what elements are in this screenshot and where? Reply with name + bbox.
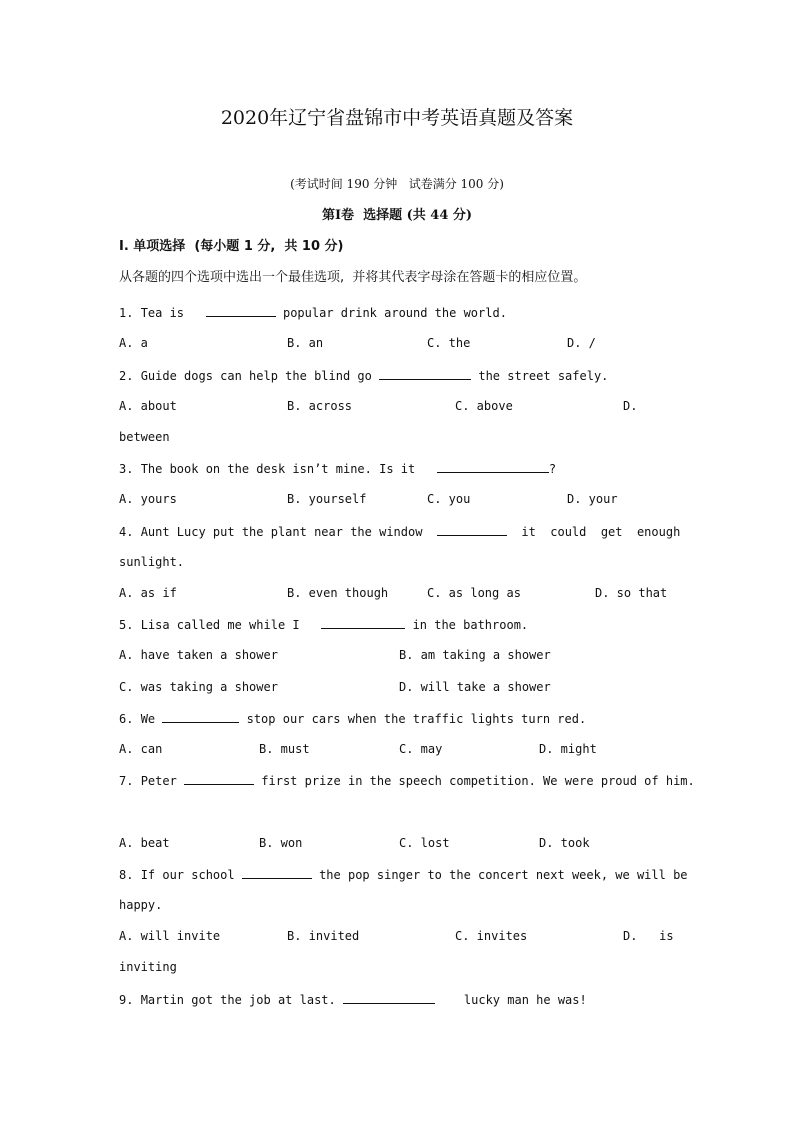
question-7 — [119, 774, 695, 787]
option-a: A. will invite — [119, 929, 221, 943]
question-text: ? — [548, 462, 557, 476]
option-c: C. you — [427, 492, 471, 506]
question-number: 7. — [119, 774, 134, 788]
question-3 — [119, 462, 556, 475]
question-number: 6. — [119, 712, 134, 726]
option-d: D. / — [567, 336, 596, 350]
question-text: first prize in the speech competition. We were proud of him. — [261, 774, 695, 788]
question-text: the pop singer to the concert next week, we will be — [319, 868, 688, 882]
option-d-text: inviting — [119, 960, 177, 974]
option-a: A. can — [119, 742, 163, 756]
question-2 — [119, 369, 608, 382]
exam-info: (考试时间 190 分钟 试卷满分 100 分) — [290, 177, 504, 191]
question-number: 5. — [119, 618, 134, 632]
question-text: in the bathroom. — [412, 618, 529, 632]
option-b: B. must — [259, 742, 310, 756]
question-text: lucky man he was! — [463, 993, 587, 1007]
answer-blank — [379, 369, 471, 380]
option-d: D. will take a shower — [399, 680, 551, 694]
question-1 — [119, 306, 507, 319]
question-text: Tea is — [140, 306, 185, 320]
part-title: 第Ⅰ卷 选择题 (共 44 分) — [321, 208, 473, 223]
question-number: 3. — [119, 462, 134, 476]
option-b: B. invited — [287, 929, 360, 943]
question-text: Lisa called me while I — [140, 618, 300, 632]
question-text: Martin got the job at last. — [140, 993, 336, 1007]
question-text: popular drink around the world. — [282, 306, 507, 320]
question-number: 2. — [119, 369, 134, 383]
question-5 — [119, 618, 528, 631]
option-c: C. above — [455, 399, 513, 413]
option-b: B. an — [287, 336, 324, 350]
option-c: C. lost — [399, 836, 450, 850]
option-b: B. won — [259, 836, 303, 850]
question-number: 8. — [119, 868, 134, 882]
option-d: D. took — [539, 836, 590, 850]
question-text: stop our cars when the traffic lights turn red. — [246, 712, 587, 726]
question-text: Peter — [140, 774, 177, 788]
option-c: C. may — [399, 742, 443, 756]
question-text: Guide dogs can help the blind go — [140, 369, 372, 383]
question-8-continued: happy. — [119, 898, 163, 912]
question-text: the street safely. — [478, 369, 609, 383]
option-a: A. beat — [119, 836, 170, 850]
option-d: D. might — [539, 742, 597, 756]
answer-blank — [242, 868, 312, 879]
section-title: Ⅰ. 单项选择 (每小题 1 分, 共 10 分) — [119, 239, 344, 254]
answer-blank — [343, 993, 435, 1004]
option-a: A. as if — [119, 586, 177, 600]
question-text: The book on the desk isn’t mine. Is it — [140, 462, 416, 476]
option-b: B. yourself — [287, 492, 367, 506]
question-9 — [119, 993, 587, 1006]
option-b: B. am taking a shower — [399, 648, 551, 662]
answer-blank — [437, 462, 549, 473]
option-d-text: between — [119, 430, 170, 444]
option-d: D. so that — [595, 586, 668, 600]
question-text: it could get enough — [521, 525, 681, 539]
question-number: 1. — [119, 306, 134, 320]
option-c: C. as long as — [427, 586, 521, 600]
answer-blank — [321, 618, 405, 629]
option-a: A. yours — [119, 492, 177, 506]
question-text: If our school — [140, 868, 235, 882]
question-number: 4. — [119, 525, 134, 539]
answer-blank — [184, 774, 254, 785]
document-title: 2020年辽宁省盘锦市中考英语真题及答案 — [220, 107, 574, 129]
answer-blank — [437, 525, 507, 536]
option-b: B. even though — [287, 586, 389, 600]
option-a: A. about — [119, 399, 177, 413]
option-d: D. your — [567, 492, 618, 506]
question-8 — [119, 868, 688, 881]
option-b: B. across — [287, 399, 353, 413]
question-text: Aunt Lucy put the plant near the window — [140, 525, 423, 539]
answer-blank — [162, 712, 239, 723]
question-4-continued: sunlight. — [119, 555, 185, 569]
option-d: D. is — [623, 929, 674, 943]
question-number: 9. — [119, 993, 134, 1007]
option-c: C. the — [427, 336, 471, 350]
section-instruction: 从各题的四个选项中选出一个最佳选项, 并将其代表字母涂在答题卡的相应位置。 — [119, 270, 587, 285]
option-c: C. was taking a shower — [119, 680, 278, 694]
question-4 — [119, 525, 680, 538]
question-6 — [119, 712, 586, 725]
option-a: A. a — [119, 336, 148, 350]
option-d: D. — [623, 399, 638, 413]
option-c: C. invites — [455, 929, 528, 943]
question-text: We — [140, 712, 156, 726]
option-a: A. have taken a shower — [119, 648, 278, 662]
answer-blank — [206, 306, 276, 317]
